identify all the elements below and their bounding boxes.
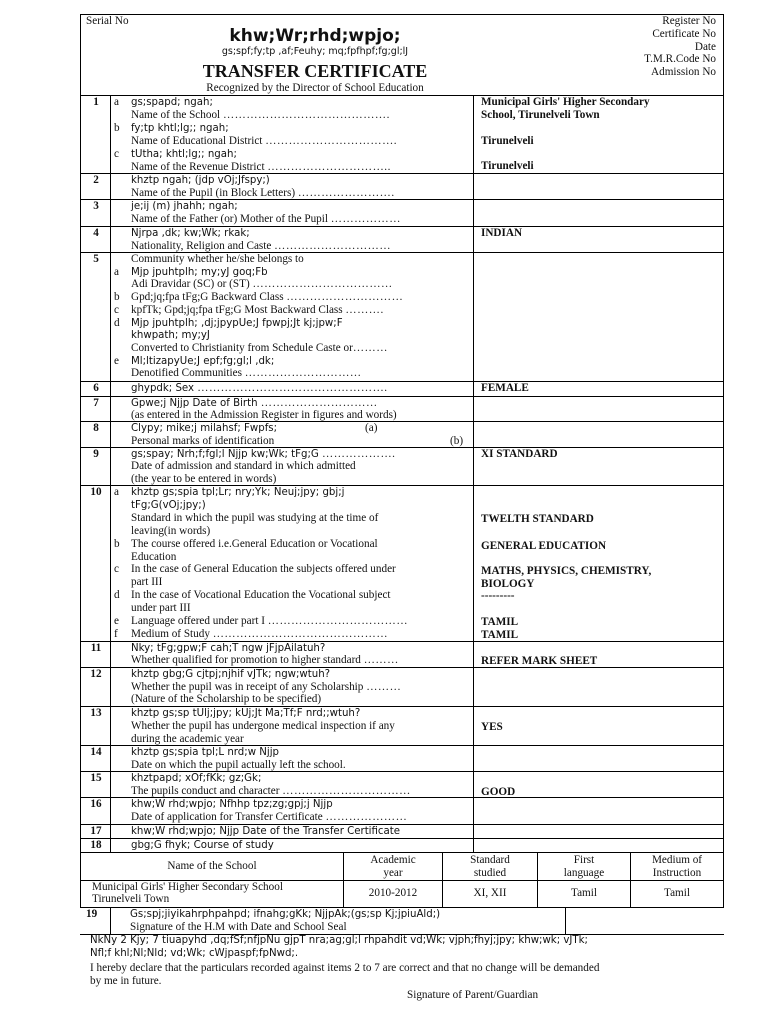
row-10-letter-b: b [114,537,120,550]
row-14-line-0 [131,746,279,759]
row-13-value-0: YES [481,721,503,733]
row-8-line-0-text: Clypy; mike;j milahsf; Fwpfs; [131,423,278,434]
row-9-line-0-text: gs;spay; Nrh;f;fgl;l Njjp kw;Wk; tFg;G [131,449,323,460]
row-9-line-2-text: (the year to be entered in words) [131,472,277,485]
row-8-line-1 [131,435,274,448]
row-10-line-7-text: part III [131,576,163,589]
row-10-line-11-dots: ……………………………………… [212,627,389,640]
row-19-tamil: Gs;spj;jiyikahrphpahpd; ifnahg;gKk; NjjpAk;(gs;sp Kj;jpiuAld;) [130,909,441,920]
row-1-line-3 [131,135,397,148]
row-11-line-0-text: Nky; tFg;gpw;F cah;T ngw jFjpAilatuh? [131,643,326,654]
right-label-1: Certificate No [652,27,716,40]
row-13-line-1-text: Whether the pupil has undergone medical inspection if any [131,719,395,732]
row-5-letter-e: e [114,354,119,367]
row-13-line-0 [131,707,360,720]
row-6-line-0 [131,382,388,395]
row-5-letter-d: d [114,316,120,329]
row-3-line-1-text: Name of the Father (or) Mother of the Pupil [131,212,331,225]
document-title: TRANSFER CERTIFICATE [202,61,428,81]
row-1-value-2: Tirunelveli [481,135,534,147]
row-10-line-6-text: In the case of General Education the subjects offered under [131,563,396,576]
row-18-number: 18 [90,839,102,851]
study-header-language-1: First [573,854,595,866]
row-12-line-2 [131,693,321,706]
row-10-line-4 [131,538,378,551]
row-5-line-7-text: Converted to Christianity from Schedule Caste or [131,341,353,354]
title-tamil: khw;Wr;rhd;wpjo; [229,26,401,46]
row-5-line-8-text: Ml;ltizapyUe;J epf;fg;gl;l ,dk; [131,355,275,367]
row-10-value-6: TAMIL [481,629,519,641]
row-1-value-0: Municipal Girls' Higher Secondary [481,96,650,108]
row-3-line-1 [131,213,401,226]
row-1-line-4 [131,148,237,161]
row-4-line-1-text: Nationality, Religion and Caste [131,239,275,252]
row-5-line-2-dots: ……………………………… [252,278,393,291]
row-16-line-1-text: Date of application for Transfer Certificate [131,811,326,823]
row-11-value-0: REFER MARK SHEET [481,655,598,667]
row-19-english: Signature of the H.M with Date and School Seal [130,921,347,933]
study-header-medium-2: Instruction [652,867,702,879]
row-15-line-1-text: The pupils conduct and character [131,784,283,797]
row-10-line-2 [131,512,378,525]
row-14-line-1-text: Date on which the pupil actually left the school. [131,758,346,771]
row-1-letter-b: b [114,121,120,134]
study-medium: Tamil [664,887,690,899]
row-5-line-2-text: Adi Dravidar (SC) or (ST) [131,278,253,291]
study-standard: XI, XII [473,887,507,899]
row-11-line-1-dots: ……… [363,654,399,667]
row-2-line-0 [131,174,270,187]
row-1-line-1 [131,109,390,122]
row-15-line-0-text: khztpapd; xOf;fKk; gz;Gk; [131,773,262,784]
subtitle-tamil: gs;spf;fy;tp ,af;Feuhy; mq;fpfhpf;fg;gl;lJ [221,46,409,57]
row-7-line-1 [131,409,397,422]
row-9-line-0 [131,448,395,461]
row-4-number: 4 [93,227,99,239]
row-5-line-9-dots: ………………………… [244,367,362,380]
footer-tamil-line-1: NkNy 2 Kjy; 7 tiuapyhd ,dq;fSf;nfjpNu gjpT nra;ag;gl;l rhpahdit vd;Wk; vjph;fhyj;jpy; khw;wk; vJTk; [90,935,588,946]
row-10-letter-e: e [114,615,119,627]
row-10-number: 10 [90,486,102,498]
row-4-line-0-text: Njrpa ,dk; kw;Wk; rkak; [131,228,250,239]
right-label-2: Date [694,40,716,53]
row-10-line-5 [131,551,176,564]
row-15-line-1-dots: …………………………… [282,784,411,797]
row-3-line-1-dots: ……………… [330,212,401,225]
row-10-line-8-text: In the case of Vocational Education the Vocational subject [131,589,391,602]
row-5-line-3-dots: ………………………… [286,291,404,304]
serial-no-label: Serial No [86,15,129,27]
row-5-letter-c: c [114,303,119,316]
row-5-letter-b: b [114,291,120,304]
row-14-line-1 [131,759,346,772]
row-12-line-1-text: Whether the pupil was in receipt of any Scholarship [131,680,367,693]
row-10-line-6 [131,563,396,576]
row-1-line-2 [131,122,229,135]
row-1-value-1: School, Tirunelveli Town [481,109,600,121]
row-6-line-0-text: ghypdk; Sex [131,383,198,394]
row-11-line-1-text: Whether qualified for promotion to higher standard [131,654,364,667]
row-10-line-0 [131,486,345,499]
row-8-line-0 [131,422,277,435]
row-5-line-5 [131,317,343,330]
row-6-number: 6 [93,382,99,394]
row-9-line-1 [131,460,356,473]
row-8-number: 8 [93,422,99,434]
row-13-number: 13 [90,707,102,719]
row-10-line-7 [131,576,162,589]
row-10-line-5-text: Education [131,550,177,563]
row-5-line-9-text: Denotified Communities [131,367,245,380]
row-10-value-1: GENERAL EDUCATION [481,540,607,552]
row-16-line-0 [131,798,333,811]
row-3-number: 3 [93,200,99,212]
row-5-line-8 [131,355,274,368]
row-1-letter-c: c [114,147,119,160]
row-9-line-0-dots: ………………. [322,448,396,460]
declaration-line-1: I hereby declare that the particulars recorded against items 2 to 7 are correct and that no change will be demanded [90,962,600,974]
row-3-line-0 [131,200,238,213]
row-15-line-1 [131,785,411,798]
row-12-line-1 [131,681,401,694]
row-10-value-4: --------- [481,590,515,602]
row-14-number: 14 [90,746,102,758]
row-15-line-0 [131,772,261,785]
row-1-line-0-text: gs;spapd; ngah; [131,97,213,108]
study-header-language-2: language [563,867,605,879]
row-12-line-2-text: (Nature of the Scholarship to be specified) [131,693,322,705]
row-2-number: 2 [93,174,99,186]
row-5-line-3-text: Gpd;jq;fpa tFg;G Backward Class [131,291,287,304]
row-5-line-7-dots: ……… [352,341,388,354]
row-10-line-3 [131,525,210,538]
row-13-line-1 [131,720,395,733]
row-10-line-1-text: tFg;G(vOj;jpy;) [131,499,206,511]
row-18-line-0-text: gbg;G fhyk; Course of study [131,840,274,851]
row-5-line-4 [131,304,384,317]
row-5-line-7 [131,342,388,355]
row-11-line-0 [131,642,325,655]
row-10-value-2: MATHS, PHYSICS, CHEMISTRY, [481,565,652,577]
row-2-line-1 [131,187,395,200]
row-1-line-5-text: Name of the Revenue District [131,160,268,173]
row-1-line-1-text: Name of the School [131,108,223,121]
row-11-line-1 [131,654,399,667]
row-13-line-2 [131,733,244,746]
row-13-line-2-text: during the academic year [131,732,244,745]
right-label-3: T.M.R.Code No [644,53,716,66]
row-5-number: 5 [93,253,99,265]
row-10-letter-c: c [114,563,119,576]
row-5-line-4-text: kpfTk; Gpd;jq;fpa tFg;G Most Backward Class [131,303,346,316]
row-9-line-2 [131,473,276,486]
row-10-line-9 [131,602,191,615]
row-7-line-0-text: Gpwe;j Njjp Date of Birth [131,398,261,409]
row-19-number: 19 [86,908,98,920]
row-1-line-1-dots: ……………………………………. [222,108,390,121]
row-1-line-3-text: Name of Educational District [131,134,266,147]
row-10-value-0: TWELTH STANDARD [481,513,594,525]
row-5-line-1-text: Mjp jpuhtplh; my;yJ goq;Fb [131,266,268,278]
row-5-line-0 [131,253,304,266]
row-10-line-11 [131,628,388,641]
declaration-line-2: by me in future. [90,975,162,987]
row-1-line-5-dots: ………………………….. [267,160,391,173]
row-10-letter-f: f [114,627,118,640]
row-6-line-0-dots: …………………………………………. [197,382,388,394]
study-school-line-2: Tirunelveli Town [92,893,170,905]
row-1-line-0 [131,96,213,109]
row-15-number: 15 [90,772,102,784]
row-4-line-1-dots: ………………………… [274,239,392,252]
row-1-number: 1 [93,96,99,108]
study-school-line-1: Municipal Girls' Higher Secondary School [92,881,283,893]
row-10-line-9-text: under part III [131,602,191,615]
row-8-tail-1: (b) [450,434,464,447]
row-10-letter-a: a [114,486,119,498]
row-10-value-3: BIOLOGY [481,578,535,590]
study-academic-year: 2010-2012 [368,887,418,899]
row-16-line-1 [131,811,407,824]
row-5-line-2 [131,278,393,291]
study-header-year-1: Academic [370,854,416,866]
row-10-line-4-text: The course offered i.e.General Education or Vocational [131,537,378,550]
row-6-value-0: FEMALE [481,382,529,394]
row-5-line-0-text: Community whether he/she belongs to [131,253,304,265]
row-16-line-0-text: khw;W rhd;wpjo; Nfhhp tpz;zg;gpj;j Njjp [131,799,333,810]
row-2-line-1-text: Name of the Pupil (in Block Letters) [131,186,298,199]
row-17-line-0 [131,825,400,838]
row-16-number: 16 [90,798,102,810]
row-5-line-6 [131,329,210,342]
row-5-line-3 [131,291,403,304]
row-10-line-3-text: leaving(in words) [131,524,211,537]
row-2-line-1-dots: ……………………. [297,186,395,199]
row-5-line-5-text: Mjp jpuhtplh; ,dj;jpypUe;J fpwpj;Jt kj;jpw;F [131,317,343,329]
row-5-line-4-dots: ………. [345,303,384,316]
row-4-line-0 [131,227,250,240]
row-4-value-0: INDIAN [481,227,523,239]
row-12-line-0-text: khztp gbg;G cjtpj;njhif vJTk; ngw;wtuh? [131,669,331,680]
row-10-letter-d: d [114,589,120,602]
row-1-line-5 [131,161,391,174]
row-10-line-8 [131,589,391,602]
row-7-number: 7 [93,397,99,409]
study-header-year-2: year [383,867,403,879]
row-8-tail-0: (a) [365,422,378,434]
row-9-value-0: XI STANDARD [481,448,558,460]
right-label-4: Admission No [651,66,716,79]
row-3-line-0-text: je;ij (m) jhahh; ngah; [131,201,238,212]
row-5-letter-a: a [114,265,119,278]
row-10-line-1 [131,499,206,512]
study-header-standard-2: studied [473,867,507,879]
row-14-line-0-text: khztp gs;spia tpl;L nrd;w Njjp [131,747,280,758]
row-5-line-1 [131,266,268,279]
row-10-line-0-text: khztp gs;spia tpl;Lr; nry;Yk; Neuj;jpy; gbj;j [131,487,345,498]
study-first-language: Tamil [571,887,597,899]
row-9-line-1-text: Date of admission and standard in which admitted [131,460,356,473]
row-10-line-11-text: Medium of Study [131,627,213,640]
study-header-medium-1: Medium of [651,854,703,866]
row-7-line-1-text: (as entered in the Admission Register in figures and words) [131,409,397,421]
right-label-0: Register No [662,15,716,27]
parent-signature-label: Signature of Parent/Guardian [407,989,539,1001]
row-2-line-0-text: khztp ngah; (jdp vOj;Jfspy;) [131,175,270,186]
row-7-line-0-dots: ………………………… [260,397,378,409]
row-18-line-0 [131,839,274,852]
row-16-line-1-dots: ………………… [325,811,408,823]
study-header-school: Name of the School [167,860,257,872]
row-11-number: 11 [90,642,102,654]
row-10-value-5: TAMIL [481,616,519,628]
row-5-line-9 [131,367,362,380]
row-10-line-10-dots: ……………………………… [267,615,409,627]
row-10-line-2-text: Standard in which the pupil was studying at the time of [131,511,379,524]
row-1-line-2-text: fy;tp khtl;lg;; ngah; [131,122,229,134]
row-17-line-0-text: khw;W rhd;wpjo; Njjp Date of the Transfer Certificate [131,826,401,837]
row-13-line-0-text: khztp gs;sp tUlj;jpy; kUj;Jt Ma;Tf;F nrd;;wtuh? [131,708,361,719]
row-1-line-3-dots: ……………………………. [265,134,398,147]
row-10-line-10-text: Language offered under part I [131,615,268,627]
row-10-line-10 [131,615,408,628]
row-17-number: 17 [90,825,102,837]
row-12-line-1-dots: ……… [366,680,402,693]
row-1-line-4-text: tUtha; khtl;lg;; ngah; [131,148,237,160]
row-9-number: 9 [93,448,99,460]
row-12-number: 12 [90,668,102,680]
row-8-line-1-text: Personal marks of identification [131,434,275,447]
row-12-line-0 [131,668,330,681]
row-5-line-6-text: khwpath; my;yJ [131,330,210,342]
row-15-value-0: GOOD [481,786,516,798]
row-1-value-3: Tirunelveli [481,160,534,172]
row-1-letter-a: a [114,96,119,108]
recognized-line: Recognized by the Director of School Education [206,82,424,94]
footer-tamil-line-2: Nfl;f khl;Nl;Nld; vd;Wk; cWjpaspf;fpNwd;. [90,948,299,959]
study-header-standard-1: Standard [470,854,510,866]
row-4-line-1 [131,240,391,253]
